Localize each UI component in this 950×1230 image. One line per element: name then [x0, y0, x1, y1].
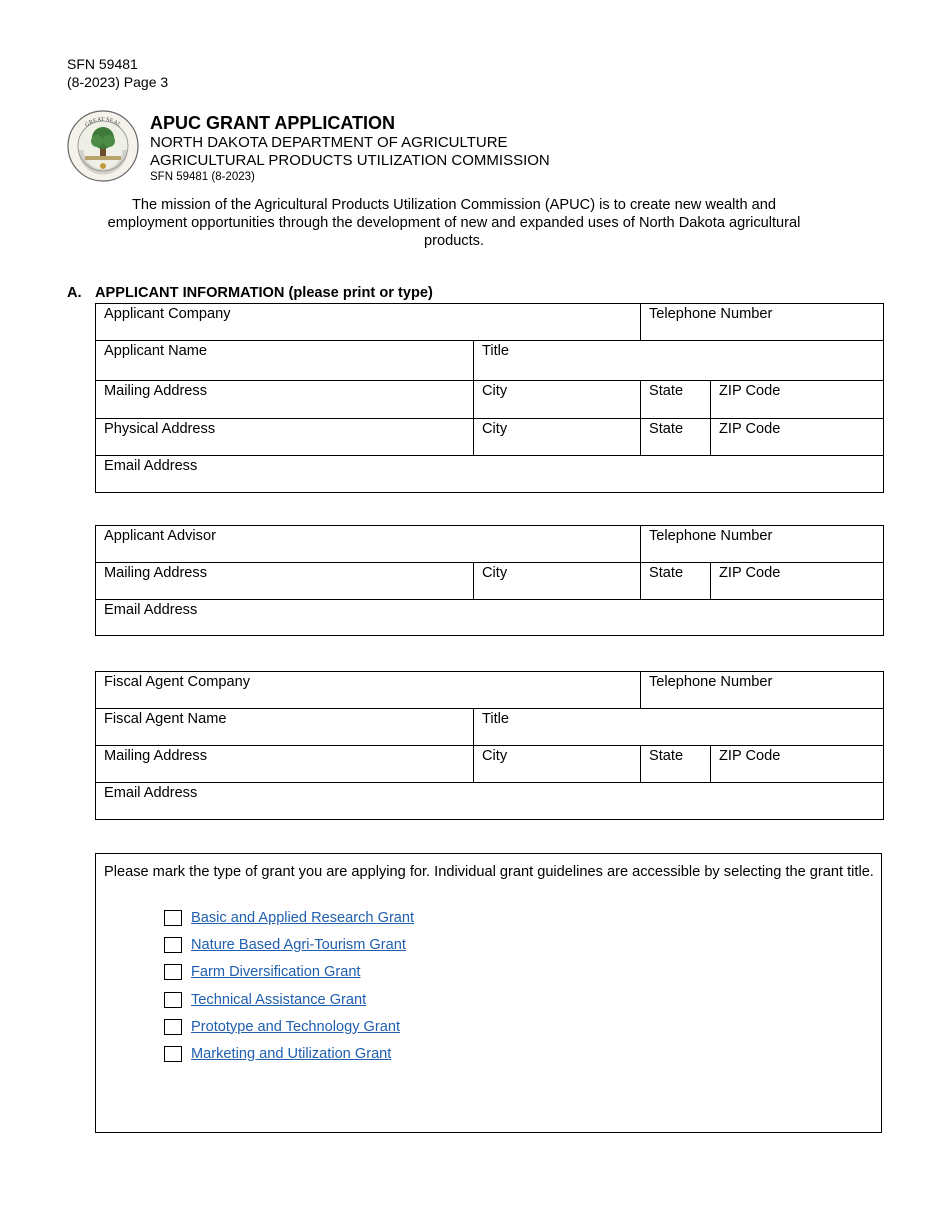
form-code: SFN 59481 (8-2023)	[150, 171, 255, 183]
applicant-state-field[interactable]: State	[640, 381, 710, 418]
advisor-zip-field[interactable]: ZIP Code	[710, 563, 883, 599]
grant-checkbox[interactable]	[164, 937, 182, 953]
applicant-physical-zip-field[interactable]: ZIP Code	[710, 419, 883, 455]
advisor-mailing-address-field[interactable]: Mailing Address	[104, 565, 208, 581]
grant-checkbox[interactable]	[164, 1019, 182, 1035]
section-letter: A.	[67, 285, 82, 301]
grant-guideline-link[interactable]: Farm Diversification Grant	[191, 963, 361, 980]
applicant-title-field[interactable]: Title	[473, 341, 883, 380]
grant-checkbox[interactable]	[164, 910, 182, 926]
applicant-email-field[interactable]: Email Address	[104, 458, 198, 474]
fiscal-agent-name-field[interactable]: Fiscal Agent Name	[104, 711, 227, 727]
section-title: APPLICANT INFORMATION (please print or type)	[95, 285, 433, 301]
mission-statement: The mission of the Agricultural Products Utilization Commission (APUC) is to create new wealth and employment opportunities through the development of new and expanded uses of North Dakota agricultural products.	[107, 197, 801, 249]
advisor-grid	[95, 525, 884, 636]
fiscal-state-field[interactable]: State	[640, 746, 710, 782]
grant-guideline-link[interactable]: Nature Based Agri-Tourism Grant	[191, 936, 406, 953]
applicant-city-field[interactable]: City	[473, 381, 640, 418]
header-block	[150, 113, 550, 184]
advisor-email-field[interactable]: Email Address	[104, 602, 198, 618]
grant-type-box	[95, 853, 882, 1133]
section-a-heading	[67, 285, 433, 301]
grant-guideline-link[interactable]: Marketing and Utilization Grant	[191, 1045, 392, 1062]
grant-guideline-link[interactable]: Basic and Applied Research Grant	[191, 909, 415, 926]
grant-option	[164, 962, 361, 981]
fiscal-email-field[interactable]: Email Address	[104, 785, 198, 801]
advisor-city-field[interactable]: City	[473, 563, 640, 599]
fiscal-zip-field[interactable]: ZIP Code	[710, 746, 883, 782]
applicant-grid	[95, 303, 884, 493]
fiscal-company-field[interactable]: Fiscal Agent Company	[104, 674, 251, 690]
grant-option	[164, 908, 414, 927]
advisor-telephone-field[interactable]: Telephone Number	[640, 526, 883, 562]
grant-type-prompt: Please mark the type of grant you are applying for. Individual grant guidelines are accessible by selecting the grant title.	[104, 864, 874, 880]
applicant-name-field[interactable]: Applicant Name	[104, 343, 208, 359]
form-id: SFN 59481	[67, 56, 138, 72]
applicant-physical-city-field[interactable]: City	[473, 419, 640, 455]
grant-option	[164, 1017, 400, 1036]
page-title: APUC GRANT APPLICATION	[150, 113, 395, 133]
applicant-telephone-field[interactable]: Telephone Number	[640, 304, 883, 340]
applicant-mailing-address-field[interactable]: Mailing Address	[104, 383, 208, 399]
grant-option	[164, 1044, 391, 1063]
grant-guideline-link[interactable]: Technical Assistance Grant	[191, 991, 367, 1008]
applicant-physical-state-field[interactable]: State	[640, 419, 710, 455]
fiscal-telephone-field[interactable]: Telephone Number	[640, 672, 883, 708]
advisor-state-field[interactable]: State	[640, 563, 710, 599]
grant-checkbox[interactable]	[164, 964, 182, 980]
form-number	[67, 55, 168, 91]
state-seal-logo	[67, 110, 139, 182]
fiscal-agent-grid	[95, 671, 884, 820]
fiscal-city-field[interactable]: City	[473, 746, 640, 782]
form-page: (8-2023) Page 3	[67, 74, 169, 90]
commission-name: AGRICULTURAL PRODUCTS UTILIZATION COMMISSION	[150, 152, 550, 169]
grant-guideline-link[interactable]: Prototype and Technology Grant	[191, 1018, 401, 1035]
applicant-company-field[interactable]: Applicant Company	[104, 306, 231, 322]
department-name: NORTH DAKOTA DEPARTMENT OF AGRICULTURE	[150, 134, 508, 151]
svg-text:GREAT SEAL: GREAT SEAL	[84, 116, 122, 129]
grant-option	[164, 990, 366, 1009]
applicant-physical-address-field[interactable]: Physical Address	[104, 421, 216, 437]
grant-checkbox[interactable]	[164, 1046, 182, 1062]
applicant-zip-field[interactable]: ZIP Code	[710, 381, 883, 418]
grant-checkbox[interactable]	[164, 992, 182, 1008]
grant-option	[164, 935, 406, 954]
fiscal-mailing-address-field[interactable]: Mailing Address	[104, 748, 208, 764]
fiscal-title-field[interactable]: Title	[473, 709, 883, 745]
advisor-name-field[interactable]: Applicant Advisor	[104, 528, 216, 544]
